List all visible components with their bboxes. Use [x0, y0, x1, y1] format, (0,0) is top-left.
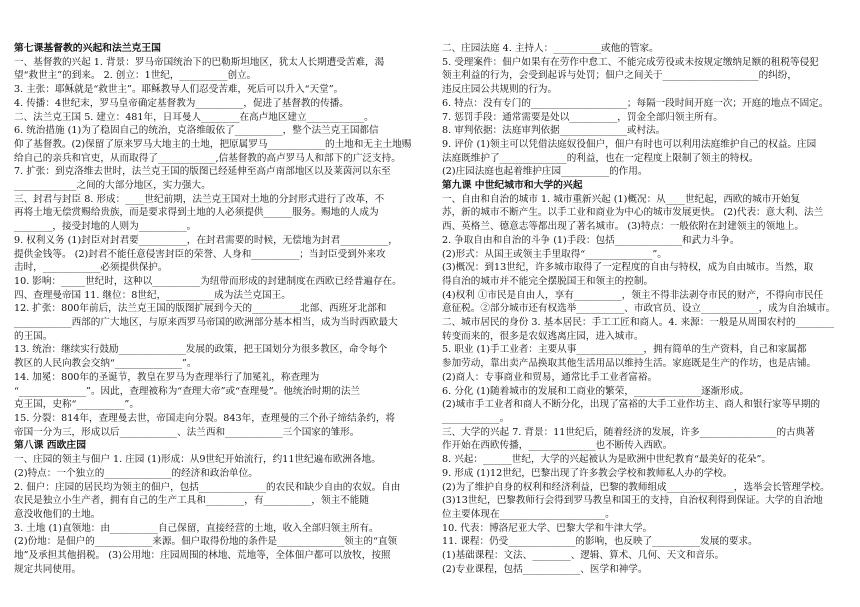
right-line: (2)形式：从国王或领主手里取得“______________”。 [442, 248, 667, 260]
right-line: 苏，新的城市不断产生。以手工业和商业为中心的城市发展更快。 (2)代表：意大利、法兰 [442, 207, 824, 219]
right-line: (3)13世纪，巴黎教师行会得到罗马教皇和国王的支持，自治权利得到保证。大学的自治地 [442, 495, 823, 507]
left-line: 望“救世主”的到来。 2. 创立：1世纪，__________创立。 [14, 70, 257, 82]
right-line: 10. 代表：博洛尼亚大学、巴黎大学和牛津大学。 [442, 522, 653, 534]
right-line: (2)专业课程，包括____________、医学和神学。 [442, 563, 648, 575]
left-line: 再将土地无偿赏赐给贵族，而是要求得到土地的人必须提供______服务。赐地的人成为 [14, 207, 379, 219]
right-line: 7. 惩罚手段：通常需要是处以__________，罚金全部归领主所有。 [442, 111, 723, 123]
left-line: 三、封君与封臣 8. 形成：____世纪前期，法兰克王国对土地的分封形式进行了改革，不 [14, 193, 385, 205]
right-line: 2. 争取自由和自治的斗争 (1)手段：包括______________和武力斗争。 [442, 234, 740, 246]
left-line: 教区的人民向教会交纳“______________”。 [14, 358, 197, 370]
right-heading: 第九课 中世纪城市和大学的兴起 [442, 180, 583, 192]
right-line: (4)权利 ①市民是自由人，享有__________，领主不得非法剥夺市民的财产，不得向市民任 [442, 289, 824, 301]
right-column [442, 42, 846, 601]
right-line: 8. 审判依据：法庭审判依据______________或村法。 [442, 125, 666, 137]
right-line: (2)商人：专事商业和贸易，通常比手工业者富裕。 [442, 371, 658, 383]
right-line: (1)基础课程：文法、________、逻辑、算术、几何、天文和音乐。 [442, 550, 725, 562]
right-line: 转变而来的，很多是农奴逃离庄园，进入城市。 [442, 330, 644, 342]
left-heading: 第八课 西欧庄园 [14, 440, 86, 452]
left-line: 规定共同使用。 [14, 563, 82, 575]
left-line: 农民是独立小生产者，拥有自己的生产工具和________，有__________，领主不能随 [14, 495, 369, 507]
right-line: 6. 特点：没有专门的____________________；每隔一段时间开庭一次；开庭的地点不固定。 [442, 97, 829, 109]
right-line: 西、英格兰、德意志等都出现了著名城市。 (3)特点：一般依附在封建领主的领地上。 [442, 221, 805, 233]
left-line: ____________西部的广大地区，与原来西罗马帝国的欧洲部分基本相当，成为当时西欧最大 [14, 317, 398, 329]
left-column [14, 42, 418, 601]
right-line: 得自治的城市并不能完全摆脱国王和领主的控制。 [442, 275, 654, 287]
left-line: _____________之间的大部分地区，实力强大。 [14, 180, 211, 192]
left-line: 击时，____________必须提供保护。 [14, 262, 168, 274]
right-line: 位主要体现在______________________。 [442, 508, 615, 520]
right-line: 领主利益的行为，会受到起诉与处罚；佃户之间关于____________________的纠纷， [442, 70, 797, 82]
right-line: 5. 职业 (1)手工业者：主要从事______________，拥有简单的生产资料，自己和家属都 [442, 344, 807, 356]
left-line: 12. 扩张：800年前后，法兰克王国的版图扩展到今天的__________北部、西班牙北部和 [14, 303, 387, 315]
right-line: 一、自由和自治的城市 1. 城市重新兴起 (1)概况：从____世纪起，西欧的城市开始复 [442, 193, 801, 205]
left-line: 的王国。 [14, 330, 53, 342]
left-line: (2)特点：一个独立的______________的经济和政治单位。 [14, 467, 258, 479]
right-line: 法庭既维护了______________的利益，也在一定程度上限制了领主的特权。 [442, 152, 759, 164]
left-line: 9. 权利义务 (1)封臣对封君要__________，在封君需要的时候，无偿地为封君__________， [14, 234, 398, 246]
right-line: 作开始在西欧传播，______________也不断传入西欧。 [442, 440, 673, 452]
left-line: 10. 影响：_____世纪时，这种以__________为纽带而形成的封建制度在西欧已经普遍存在。 [14, 275, 402, 287]
right-line: 6. 分化 (1)随着城市的发展和工商业的繁荣，______________逐渐形成。 [442, 385, 750, 397]
right-line: 意征税。②部分城市还有权选举__________、市政官员、设立____________，成为自治城市。 [442, 303, 836, 315]
left-line: “______________”。因此，查理被称为“查理大帝”或“查理曼”。他统治时期的法兰 [14, 385, 361, 397]
right-line: (2)为了维护自身的权利和经济利益，巴黎的教师组成______________，选举会长管理学校。 [442, 481, 830, 493]
right-line: 5. 受理案件：佃户如果有在劳作中怠工、不能完成劳役或未按规定缴纳足额的租税等侵犯 [442, 56, 819, 68]
left-line: (2)份地：是佃户的____________来源。佃户取得份地的条件是______________领主的“直领 [14, 536, 398, 548]
left-line: 15. 分裂：814年，查理曼去世，帝国走向分裂。843年，查理曼的三个孙子缔结条约，将 [14, 412, 396, 424]
right-line: (3)概况：到13世纪，许多城市取得了一定程度的自由与特权，成为自由城市。当然，取 [442, 262, 814, 274]
left-line: 2. 佃户：庄园的居民均为领主的佃户，包括______________的农民和缺少自由的农奴。自由 [14, 481, 401, 493]
right-line: 9. 评价 (1)领主可以凭借法庭奴役佃户，佃户有时也可以利用法庭维护自己的权益。庄园 [442, 138, 817, 150]
left-line: 地”及承担其他捐税。 (3)公用地：庄园周围的林地、荒地等，全体佃户都可以放牧，按照 [14, 550, 391, 562]
left-line: 4. 传播：4世纪末，罗马皇帝确定基督教为__________，促进了基督教的传播。 [14, 97, 349, 109]
left-line: 7. 扩张：到克洛维去世时，法兰克王国的版图已经延伸至高卢南部地区以及莱茵河以东至 [14, 166, 391, 178]
left-line: 6. 统治措施 (1)为了稳固自己的统治，克洛维皈依了__________，整个法兰克王国都信 [14, 125, 379, 137]
left-line: 仰了基督教。(2)保留了原来罗马大地主的土地，把原属罗马____________的土地和无主土地赐 [14, 138, 412, 150]
right-line: (2)城市手工业者和商人不断分化，出现了富裕的大手工业作坊主、商人和银行家等早期的 [442, 399, 821, 411]
right-line: 8. 兴起：______世纪，大学的兴起被认为是欧洲中世纪教育“最美好的花朵”。 [442, 454, 772, 466]
left-line: 13. 统治：继续实行鼓励______________发展的政策，把王国划分为很多教区，命令每个 [14, 344, 388, 356]
left-line: 给自己的亲兵和官吏，从而取得了____________,信基督教的高卢罗马人和部下的广泛支持。 [14, 152, 401, 164]
right-line: 参加劳动，靠出卖产品换取其他生活用品以维持生活。家庭既是生产的作坊，也是店铺。 [442, 358, 817, 370]
right-line: 二、庄园法庭 4. 主持人：__________或他的管家。 [442, 43, 659, 54]
left-line: 一、基督教的兴起 1. 背景：罗马帝国统治下的巴勒斯坦地区，犹太人长期遭受苦难，渴 [14, 56, 385, 68]
left-line: 二、法兰克王国 5. 建立：481年，日耳曼人________在高卢地区建立____________。 [14, 111, 374, 123]
right-line: (2)庄园法庭也起着维护庄园__________的作用。 [442, 166, 648, 178]
right-line: 二、城市居民的身份 3. 基本居民：手工工匠和商人。4. 来源：一般是从周围农村的________ [442, 317, 835, 329]
left-line: 14. 加冕：800年的圣诞节，教皇在罗马为查理举行了加冕礼，称查理为 [14, 371, 320, 383]
right-line: 11. 课程：仍受______________的影响，也反映了__________发展的要求。 [442, 536, 758, 548]
left-heading: 第七课基督教的兴起和法兰克王国 [14, 43, 161, 54]
right-line: 三、大学的兴起 7. 背景：11世纪后，随着经济的发展，许多________________的古典著 [442, 426, 815, 438]
right-line: 违反庄园公共规则的行为。 [442, 84, 558, 96]
left-line: ________，接受封地的人则为__________。 [14, 221, 197, 233]
right-line: 9. 形成 (1)12世纪，巴黎出现了许多教会学校和教师私人办的学校。 [442, 467, 733, 479]
left-line: 3. 主张：耶稣就是“救世主”。耶稣教导人们忍受苦难，死后可以升入“天堂”。 [14, 84, 344, 96]
left-line: 四、查理曼帝国 11. 继位：8世纪，__________成为法兰克国王。 [14, 289, 291, 301]
left-line: 帝国一分为三，形成以后____________、法兰西和____________三个国家的雏形。 [14, 426, 360, 438]
left-line: 意没收他们的土地。 [14, 508, 101, 520]
left-line: 克王国，史称“__________”。 [14, 399, 139, 411]
right-line: ____________。 [442, 412, 510, 424]
left-line: 一、庄园的领主与佃户 1. 庄园 (1)形成：从9世纪开始流行，约11世纪遍布欧洲各地。 [14, 454, 381, 466]
left-line: 提供金钱等。 (2)封君不能任意侵害封臣的荣誉、人身和__________；当封臣受到外来攻 [14, 248, 386, 260]
left-line: 3. 土地 (1)直领地：由__________自己保留，直接经营的土地，收入全部归领主所有。 [14, 522, 379, 534]
